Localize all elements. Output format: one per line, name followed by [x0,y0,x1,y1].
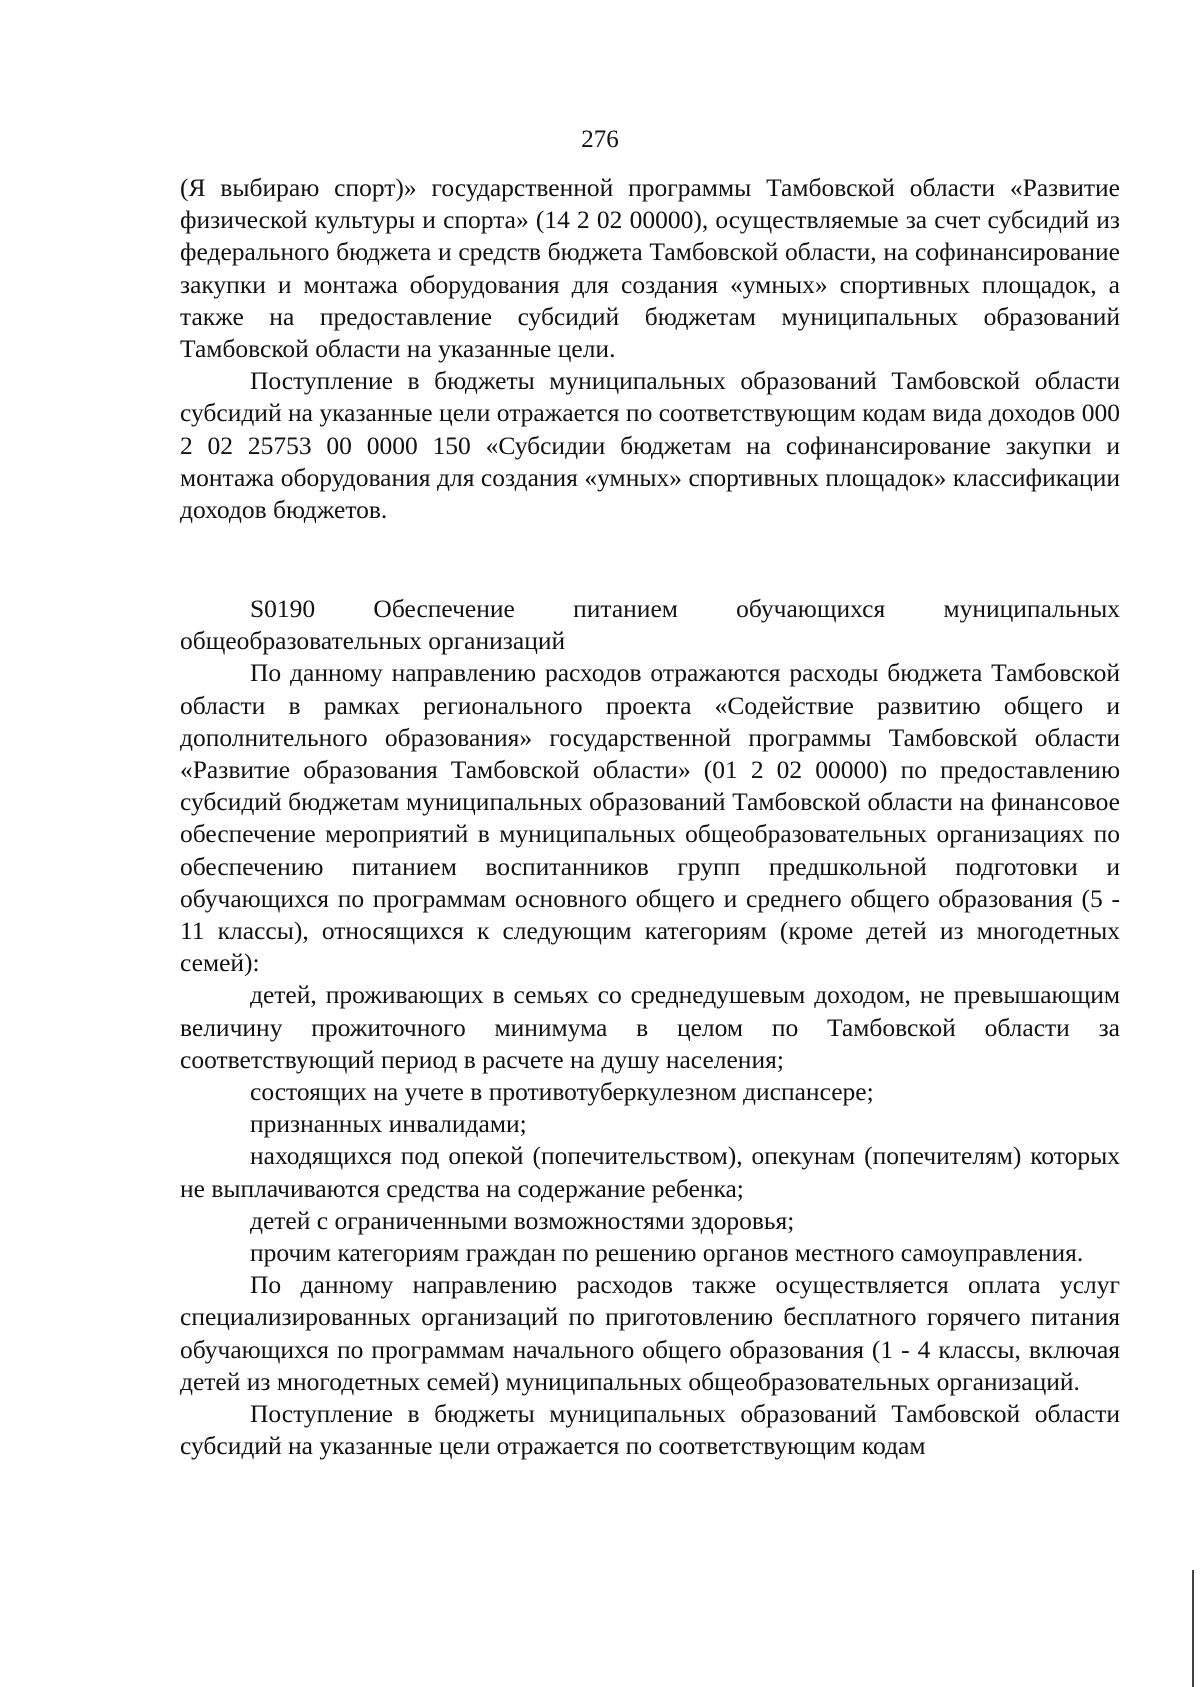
paragraph-program-continuation: (Я выбираю спорт)» государственной программы Тамбовской области «Развитие физической культуры и спорта» (14 2 02 00000), осуществляемые за счет субсидий из федерального бюджета и средств бюджета Тамбовской области, на софинансирование закупки и монтажа оборудования для создания «умных» спортивных площадок, а также на предоставление субсидий бюджетам муниципальных образований Тамбовской области на указанные цели. [180,173,1120,364]
paragraph-expenses-description: По данному направлению расходов отражаются расходы бюджета Тамбовской области в рамках регионального проекта «Содействие развитию общего и дополнительного образования» государственной программы Тамбовской области «Развитие образования Тамбовской области» (01 2 02 00000) по предоставлению субсидий бюджетам муниципальных образований Тамбовской области на финансовое обеспечение мероприятий в муниципальных общеобразовательных организациях по обеспечению питанием воспитанников групп предшкольной подготовки и обучающихся по программам основного общего и среднего общего образования (5 - 11 классы), относящихся к следующим категориям (кроме детей из многодетных семей): [180,658,1120,978]
paragraph-revenue-codes-continued: Поступление в бюджеты муниципальных образований Тамбовской области субсидий на указанные цели отражается по соответствующим кодам [180,1399,1120,1461]
list-item-category: прочим категориям граждан по решению органов местного самоуправления. [250,1238,1084,1268]
list-item-category: детей, проживающих в семьях со среднедушевым доходом, не превышающим величину прожиточного минимума в целом по Тамбовской области за соответствующий период в расчете на душу населения; [180,980,1120,1074]
list-item-category: состоящих на учете в противотуберкулезном диспансере; [250,1077,874,1107]
text-block-s0190 [180,593,1120,1462]
paragraph-revenue-codes: Поступление в бюджеты муниципальных образований Тамбовской области субсидий на указанные цели отражается по соответствующим кодам вида доходов 000 2 02 25753 00 0000 150 «Субсидии бюджетам на софинансирование закупки и монтажа оборудования для создания «умных» спортивных площадок» классификации доходов бюджетов. [180,366,1120,525]
list-item-category: детей с ограниченными возможностями здоровья; [250,1205,795,1235]
paragraph-hot-meals: По данному направлению расходов также осуществляется оплата услуг специализированных организаций по приготовлению бесплатного горячего питания обучающихся по программам начального общего образования (1 - 4 классы, включая детей из многодетных семей) муниципальных общеобразовательных организаций. [180,1270,1120,1396]
page-number: 276 [581,126,619,153]
section-heading-s0190: S0190 Обеспечение питанием обучающихся муниципальных общеобразовательных организаций [180,594,1120,656]
text-block-top [180,172,1120,526]
list-item-category: признанных инвалидами; [250,1109,527,1139]
scan-edge-line [1192,1570,1194,1687]
list-item-category: находящихся под опекой (попечительством), опекунам (попечителям) которых не выплачиваются средства на содержание ребенка; [180,1141,1120,1203]
